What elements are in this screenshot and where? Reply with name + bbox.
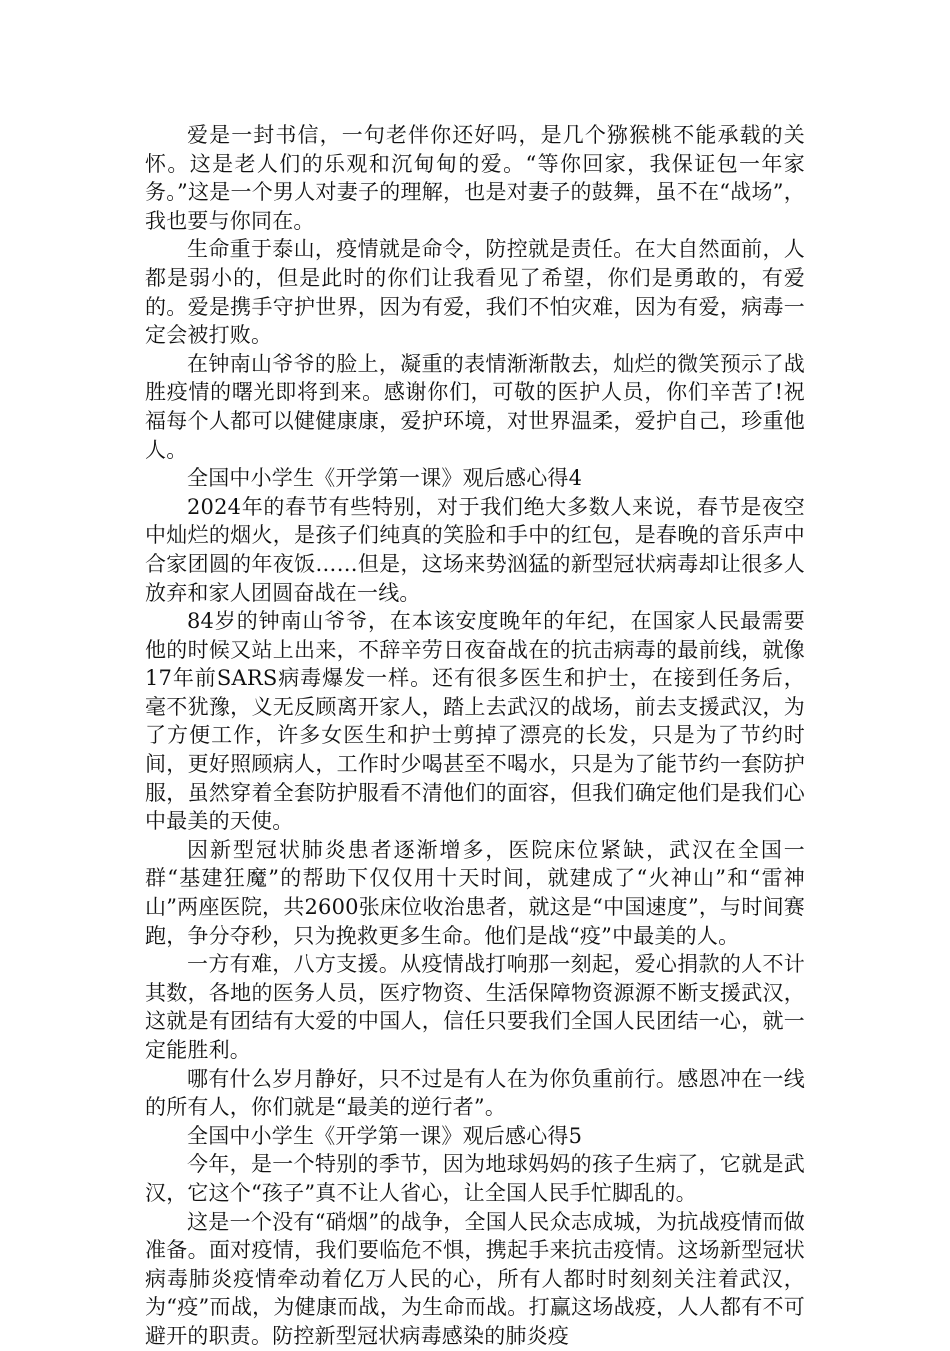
paragraph-support-wuhan: 一方有难，八方支援。从疫情战打响那一刻起，爱心捐款的人不计其数，各地的医务人员，医疗物资、生活保障物资源源不断支援武汉，这就是有团结有大爱的中国人，信任只要我们全国人民团结一心，就一定能胜利。 (145, 952, 805, 1062)
paragraph-love-letter: 爱是一封书信，一句老伴你还好吗，是几个猕猴桃不能承载的关怀。这是老人们的乐观和沉甸甸的爱。“等你回家，我保证包一年家务。”这是一个男人对妻子的理解，也是对妻子的鼓舞，虽不在“战场”，我也要与你同在。 (145, 123, 805, 233)
section-heading-5: 全国中小学生《开学第一课》观后感心得5 (187, 1123, 583, 1148)
section-heading-4: 全国中小学生《开学第一课》观后感心得4 (187, 466, 583, 491)
paragraph-special-season: 今年，是一个特别的季节，因为地球妈妈的孩子生病了，它就是武汉，它这个“孩子”真不让人省心，让全国人民手忙脚乱的。 (145, 1152, 805, 1205)
paragraph-life-mountain: 生命重于泰山，疫情就是命令，防控就是责任。在大自然面前，人都是弱小的，但是此时的你们让我看见了希望，你们是勇敢的，有爱的。爱是携手守护世界，因为有爱，我们不怕灾难，因为有爱，病毒一定会被打败。 (145, 237, 805, 348)
paragraph-hospitals-built: 因新型冠状肺炎患者逐渐增多，医院床位紧缺，武汉在全国一群“基建狂魔”的帮助下仅仅用十天时间，就建成了“火神山”和“雷神山”两座医院，共2600张床位收治患者，就这是“中国速度”，与时间赛跑，争分夺秒，只为挽救更多生命。他们是战“疫”中最美的人。 (145, 837, 805, 948)
paragraph-spring-festival: 2024年的春节有些特别，对于我们绝大多数人来说，春节是夜空中灿烂的烟火，是孩子们纯真的笑脸和手中的红包，是春晚的音乐声中合家团圆的年夜饭……但是，这场来势汹猛的新型冠状病毒却让很多人放弃和家人团圆奋战在一线。 (145, 494, 805, 605)
paragraph-84-years-old: 84岁的钟南山爷爷，在本该安度晚年的年纪，在国家人民最需要他的时候又站上出来，不辞辛劳日夜奋战在的抗击病毒的最前线，就像17年前SARS病毒爆发一样。还有很多医生和护士，在接到任务后，毫不犹豫，义无反顾离开家人，踏上去武汉的战场，前去支援武汉，为了方便工作，许多女医生和护士剪掉了漂亮的长发，只是为了节约时间，更好照顾病人，工作时少喝甚至不喝水，只是为了能节约一套防护服，虽然穿着全套防护服看不清他们的面容，但我们确定他们是我们心中最美的天使。 (145, 609, 805, 834)
document-page (145, 121, 805, 1351)
paragraph-no-smoke-war: 这是一个没有“硝烟”的战争，全国人民众志成城，为抗战疫情而做准备。面对疫情，我们要临危不惧，携起手来抗击疫情。这场新型冠状病毒肺炎疫情牵动着亿万人民的心，所有人都时时刻刻关注着武汉，为“疫”而战，为健康而战，为生命而战。打赢这场战疫，人人都有不可避开的职责。防控新型冠状病毒感染的肺炎疫 (145, 1209, 805, 1348)
paragraph-zhong-nanshan-smile: 在钟南山爷爷的脸上，凝重的表情渐渐散去，灿烂的微笑预示了战胜疫情的曙光即将到来。感谢你们，可敬的医护人员，你们辛苦了!祝福每个人都可以健健康康，爱护环境，对世界温柔，爱护自己，珍重他人。 (145, 351, 805, 462)
paragraph-retrograde: 哪有什么岁月静好，只不过是有人在为你负重前行。感恩冲在一线的所有人，你们就是“最美的逆行者”。 (145, 1066, 805, 1120)
